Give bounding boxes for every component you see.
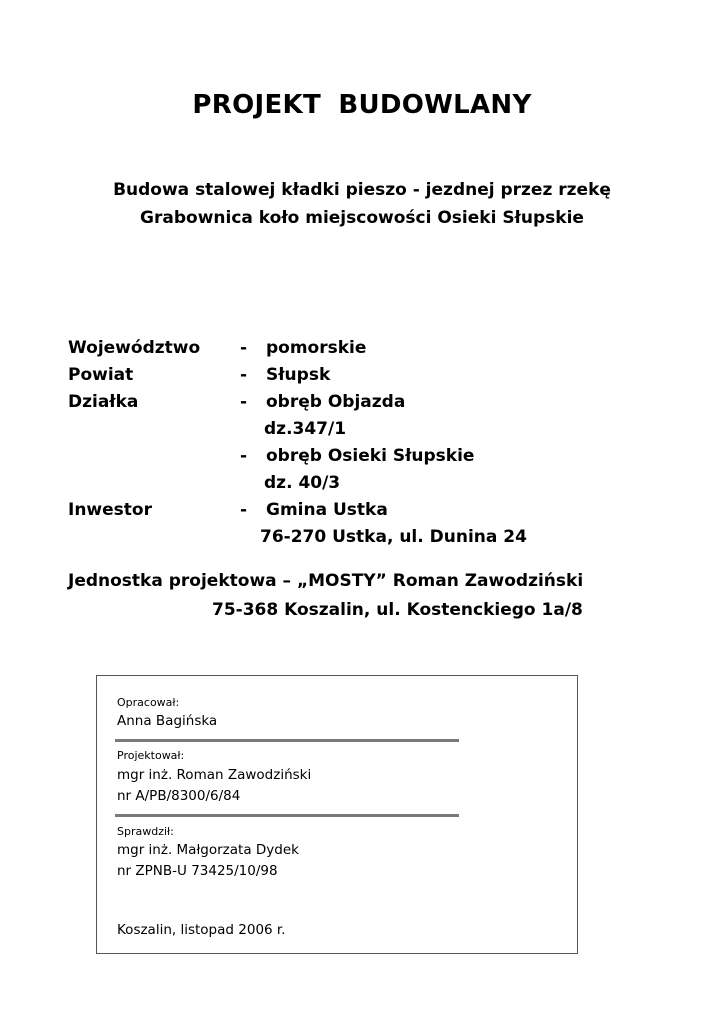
projektowal-name: mgr inż. Roman Zawodziński xyxy=(117,767,312,783)
separator-line-2 xyxy=(115,814,459,817)
document-title: PROJEKT BUDOWLANY xyxy=(192,90,532,120)
projektowal-number: nr A/PB/8300/6/84 xyxy=(117,788,241,804)
place-and-date: Koszalin, listopad 2006 r. xyxy=(117,922,286,938)
powiat-value: Słupsk xyxy=(266,365,331,385)
projektowal-label: Projektował: xyxy=(117,749,185,762)
wojewodztwo-label: Województwo xyxy=(68,338,201,358)
inwestor-address: 76-270 Ustka, ul. Dunina 24 xyxy=(260,527,527,547)
sprawdzil-label: Sprawdził: xyxy=(117,825,174,838)
inwestor-label: Inwestor xyxy=(68,500,152,520)
opracowal-name: Anna Bagińska xyxy=(117,713,218,729)
dzialka-dash-2: - xyxy=(240,446,248,466)
wojewodztwo-value: pomorskie xyxy=(266,338,367,358)
project-subtitle xyxy=(60,176,664,232)
dzialka-label: Działka xyxy=(68,392,139,412)
subtitle-line-1: Budowa stalowej kładki pieszo - jezdnej przez rzekę xyxy=(113,180,611,200)
signature-box xyxy=(96,675,578,954)
dzialka-dash: - xyxy=(240,392,248,412)
design-unit-name: Jednostka projektowa – „MOSTY” Roman Zawodziński xyxy=(68,571,584,591)
subtitle-line-2: Grabownica koło miejscowości Osieki Słupskie xyxy=(140,208,584,228)
separator-line-1 xyxy=(115,739,459,742)
inwestor-value: Gmina Ustka xyxy=(266,500,388,520)
opracowal-label: Opracował: xyxy=(117,696,180,709)
sprawdzil-number: nr ZPNB-U 73425/10/98 xyxy=(117,863,278,879)
dzialka-number: dz.347/1 xyxy=(264,419,347,439)
wojewodztwo-dash: - xyxy=(240,338,248,358)
sprawdzil-name: mgr inż. Małgorzata Dydek xyxy=(117,842,299,858)
powiat-label: Powiat xyxy=(68,365,134,385)
inwestor-dash: - xyxy=(240,500,248,520)
dzialka-number-2: dz. 40/3 xyxy=(264,473,341,493)
powiat-dash: - xyxy=(240,365,248,385)
dzialka-value: obręb Objazda xyxy=(266,392,406,412)
dzialka-value-2: obręb Osieki Słupskie xyxy=(266,446,475,466)
design-unit-address: 75-368 Koszalin, ul. Kostenckiego 1a/8 xyxy=(212,600,583,620)
